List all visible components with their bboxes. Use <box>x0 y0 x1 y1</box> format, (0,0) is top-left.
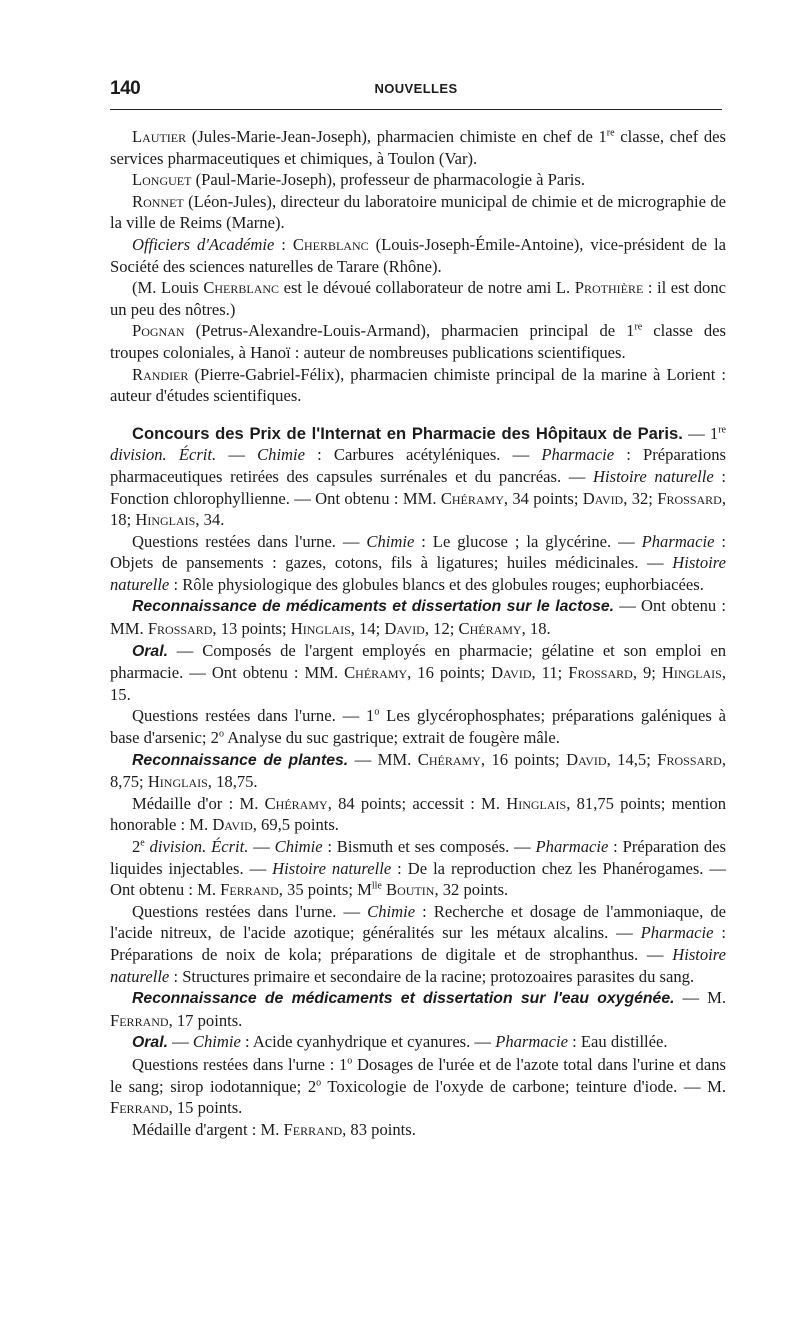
text-run: : Préparation des liquides injectables. — <box>110 837 727 878</box>
paragraph-longuet <box>110 169 726 191</box>
text-run: , 13 points; <box>212 619 291 639</box>
text-run: , 18. <box>521 619 551 639</box>
section-label: Officiers d'Académie <box>132 234 275 254</box>
text-run: Questions restées dans l'urne. — 1 <box>132 706 375 726</box>
italic-run: division. Écrit. <box>144 837 249 856</box>
text-run: : Rôle physiologique des globules blancs et des globules rouges; euphorbiacées. <box>169 574 704 594</box>
superscript: o <box>374 706 380 718</box>
person-name: Hinglais <box>506 793 567 813</box>
text-run: Médaille d'or : M. <box>132 793 265 813</box>
text-run: , 83 points. <box>342 1119 416 1139</box>
italic-run: Pharmacie <box>541 445 615 465</box>
paragraph-deuxieme-division <box>110 836 726 901</box>
text-run: : De la reproduction chez les Phanérogames. — Ont obtenu : M. <box>110 858 727 900</box>
text-run: : Objets de pansements : gazes, cotons, fils à ligatures; huiles médicinales. — <box>110 531 726 573</box>
text-run: , 34. <box>195 510 225 530</box>
person-name: Randier <box>132 364 189 384</box>
text-run: — Ont obtenu : MM. <box>110 596 726 639</box>
person-name: Longuet <box>132 170 192 190</box>
person-name: Ronnet <box>132 191 184 211</box>
person-name: Frossard <box>657 749 722 769</box>
text-run: , 81,75 points; mention honorable : M. <box>110 793 726 835</box>
text-run: , 14; <box>350 619 385 639</box>
text-run: — MM. <box>348 749 418 769</box>
text-run: — <box>248 837 275 856</box>
person-name: Ferrand <box>220 880 279 900</box>
person-name: Ferrand <box>283 1119 343 1139</box>
person-name: Ferrand <box>110 1010 169 1030</box>
italic-run: Pharmacie <box>640 923 714 943</box>
text-run: classe des troupes coloniales, à Hanoï : auteur de nombreuses publications scientifiques. <box>110 321 726 362</box>
text-run: , 14,5; <box>606 749 658 769</box>
text-run: , 11; <box>531 663 569 683</box>
text-run: : Bismuth et ses composés. — <box>322 837 536 856</box>
text-run: : Eau distillée. <box>568 1032 668 1052</box>
text-run: — M. <box>674 988 726 1008</box>
text-run: Dosages de l'urée et de l'azote total dans l'urine et dans le sang; sirop iodotannique; 2 <box>110 1054 726 1096</box>
text-run: (Pierre-Gabriel-Félix), pharmacien chimiste principal de la marine à Lorient : auteur d'études scientifiques. <box>110 364 726 406</box>
paragraph-questions-4 <box>110 1054 726 1119</box>
person-name: Cherblanc <box>292 234 369 254</box>
text-run: : Recherche et dosage de l'ammoniaque, de l'acide nitreux, de l'acide azotique; généralités sur les métaux alcalins. — <box>110 901 727 943</box>
superscript: o <box>347 1055 353 1067</box>
person-name: David <box>384 619 425 639</box>
text-run: Toxicologie de l'oxyde de carbone; teinture d'iode. — M. <box>321 1076 726 1096</box>
person-name: Frossard <box>147 619 213 639</box>
text-run: (Léon-Jules), directeur du laboratoire municipal de chimie et de micrographie de la ville de Reims (Marne). <box>110 191 726 233</box>
text-run: : Structures primaire et secondaire de la racine; protozoaires parasites du sang. <box>169 966 695 986</box>
person-name: Chéramy <box>344 663 408 683</box>
superscript: re <box>718 424 726 436</box>
text-run: : il est donc un peu des nôtres.) <box>110 278 726 319</box>
text-run: — Composés de l'argent employés en pharmacie; gélatine et son emploi en pharmacie. — Ont obtenu : MM. <box>110 640 726 683</box>
text-run: , 69,5 points. <box>252 815 339 835</box>
page-header <box>110 78 722 100</box>
superscript: e <box>140 837 145 849</box>
paragraph-questions-3 <box>110 901 726 987</box>
bold-italic-run: Reconnaissance de médicaments et dissertation sur l'eau oxygénée. <box>132 990 675 1008</box>
paragraph-questions-1 <box>110 531 726 596</box>
paragraph-reconnaissance-plantes <box>110 749 726 793</box>
paragraph-lautier <box>110 126 726 169</box>
text-run: Les glycérophosphates; préparations galéniques à base d'arsenic; 2 <box>110 706 726 748</box>
text-run: , 18,75. <box>207 772 258 792</box>
paragraph-oral-2 <box>110 1031 726 1054</box>
italic-run: Histoire naturelle <box>593 466 714 486</box>
person-name: Lautier <box>132 127 187 146</box>
text-run: : Carbures acétyléniques. — <box>305 445 542 465</box>
person-name: Frossard <box>657 488 722 508</box>
superscript: o <box>218 728 224 740</box>
text-run: (Petrus-Alexandre-Louis-Armand), pharmacien principal de 1 <box>184 321 635 341</box>
italic-run: Chimie <box>367 901 416 921</box>
text-run: : Fonction chlorophyllienne. — Ont obtenu : MM. <box>110 466 726 508</box>
italic-run: Histoire naturelle <box>110 553 726 594</box>
text-run: , 18; <box>110 488 726 530</box>
text-run: (M. Louis <box>132 278 204 298</box>
running-title: NOUVELLES <box>374 81 458 96</box>
person-name: Hinglais <box>135 510 196 530</box>
person-name: Ferrand <box>110 1098 169 1118</box>
text-run: Questions restées dans l'urne. — <box>132 531 367 551</box>
page-number: 140 <box>110 78 141 99</box>
superscript: re <box>634 321 643 333</box>
text-run: : Acide cyanhydrique et cyanures. — <box>240 1032 496 1052</box>
person-name: David <box>582 488 624 508</box>
text-run: , 35 points; M <box>278 880 372 900</box>
bold-italic-run: Oral. <box>132 642 168 660</box>
text-run: (Jules-Marie-Jean-Joseph), pharmacien chimiste en chef de 1 <box>186 127 607 146</box>
person-name: Prothière <box>574 278 644 298</box>
person-name: Chéramy <box>417 749 481 769</box>
text-run: , 34 points; <box>503 488 583 508</box>
text-run: , 8,75; <box>110 749 726 792</box>
text-run: , 84 points; accessit : M. <box>327 793 507 813</box>
text-run: est le dévoué collaborateur de notre ami L. <box>279 278 575 298</box>
paragraph-questions-2 <box>110 705 726 748</box>
text-run: — 1 <box>682 423 719 443</box>
text-run: (Paul-Marie-Joseph), professeur de pharmacologie à Paris. <box>191 170 585 190</box>
italic-run: Histoire naturelle <box>272 858 392 878</box>
paragraph-reconnaissance-eau-oxygenee <box>110 987 726 1031</box>
paragraph-medaille-or <box>110 793 726 836</box>
text-run: Analyse du suc gastrique; extrait de fougère mâle. <box>223 728 560 748</box>
paragraph-pognan <box>110 320 726 363</box>
italic-run: Chimie <box>366 531 415 551</box>
italic-run: Pharmacie <box>535 837 609 856</box>
person-name: Hinglais <box>147 772 208 792</box>
text-run: : <box>274 234 293 254</box>
person-name: Frossard <box>568 663 633 683</box>
italic-run: Pharmacie <box>641 531 715 551</box>
text-run: , 15 points. <box>168 1098 243 1118</box>
header-rule <box>110 109 722 110</box>
person-name: Hinglais <box>661 663 722 683</box>
italic-run: Histoire naturelle <box>110 944 726 986</box>
text-run: : Préparations de noix de kola; préparations de digitale et de strophanthus. — <box>110 923 726 964</box>
text-run: , 15. <box>110 663 726 704</box>
person-name: David <box>491 663 532 683</box>
text-run: , 32; <box>623 488 658 508</box>
person-name: David <box>212 815 253 835</box>
text-run: Questions restées dans l'urne : 1 <box>132 1054 348 1074</box>
italic-run: Chimie <box>257 445 306 465</box>
bold-italic-run: Reconnaissance de plantes. <box>132 751 349 769</box>
body-text <box>110 126 726 1140</box>
text-run: 2 <box>132 837 141 856</box>
italic-run: Chimie <box>192 1032 241 1052</box>
text-run: , 9; <box>632 663 662 683</box>
person-name: Cherblanc <box>203 278 280 298</box>
text-run: (Louis-Joseph-Émile-Antoine), vice-président de la Société des sciences naturelles de Tarare (Rhône). <box>110 234 726 276</box>
text-run: Médaille d'argent : M. <box>132 1119 284 1139</box>
text-run: : Préparations pharmaceutiques retirées des capsules surrénales et du pancréas. — <box>110 445 726 486</box>
text-run: Questions restées dans l'urne. — <box>132 901 368 921</box>
text-run: , 32 points. <box>434 880 509 900</box>
paragraph-medaille-argent <box>110 1119 726 1141</box>
bold-italic-run: Oral. <box>132 1034 168 1052</box>
text-run: , 16 points; <box>480 749 567 769</box>
person-name: Chéramy <box>264 793 328 813</box>
text-run: : Le glucose ; la glycérine. — <box>414 531 642 551</box>
text-run: — <box>216 445 258 465</box>
paragraph-randier <box>110 364 726 407</box>
person-name: Pognan <box>132 321 185 341</box>
person-name: Chéramy <box>440 488 504 508</box>
paragraph-officiers-academie <box>110 234 726 277</box>
italic-run: Chimie <box>274 837 323 856</box>
person-name: Hinglais <box>290 619 351 639</box>
paragraph-reconnaissance-lactose <box>110 595 726 639</box>
italic-run: Pharmacie <box>495 1032 568 1052</box>
text-run: classe, chef des services pharmaceutiques et chimiques, à Toulon (Var). <box>110 127 726 168</box>
person-name: Boutin <box>386 880 435 900</box>
paragraph-ronnet <box>110 191 726 234</box>
paragraph-cherblanc-note <box>110 277 726 320</box>
text-run: , 16 points; <box>407 663 492 683</box>
bold-italic-run: Reconnaissance de médicaments et dissertation sur le lactose. <box>132 598 615 616</box>
person-name: David <box>566 749 607 769</box>
text-run: — <box>168 1032 193 1052</box>
superscript: o <box>316 1077 322 1088</box>
superscript: re <box>606 127 615 139</box>
paragraph-oral-1 <box>110 640 726 706</box>
text-run: , 17 points. <box>168 1010 243 1030</box>
paragraph-concours-heading <box>110 423 726 531</box>
text-run: , 12; <box>424 619 459 639</box>
italic-run: division. Écrit. <box>110 445 217 465</box>
section-heading: Concours des Prix de l'Internat en Pharmacie des Hôpitaux de Paris. <box>132 423 683 443</box>
person-name: Chéramy <box>458 619 522 639</box>
superscript: lle <box>371 880 382 892</box>
